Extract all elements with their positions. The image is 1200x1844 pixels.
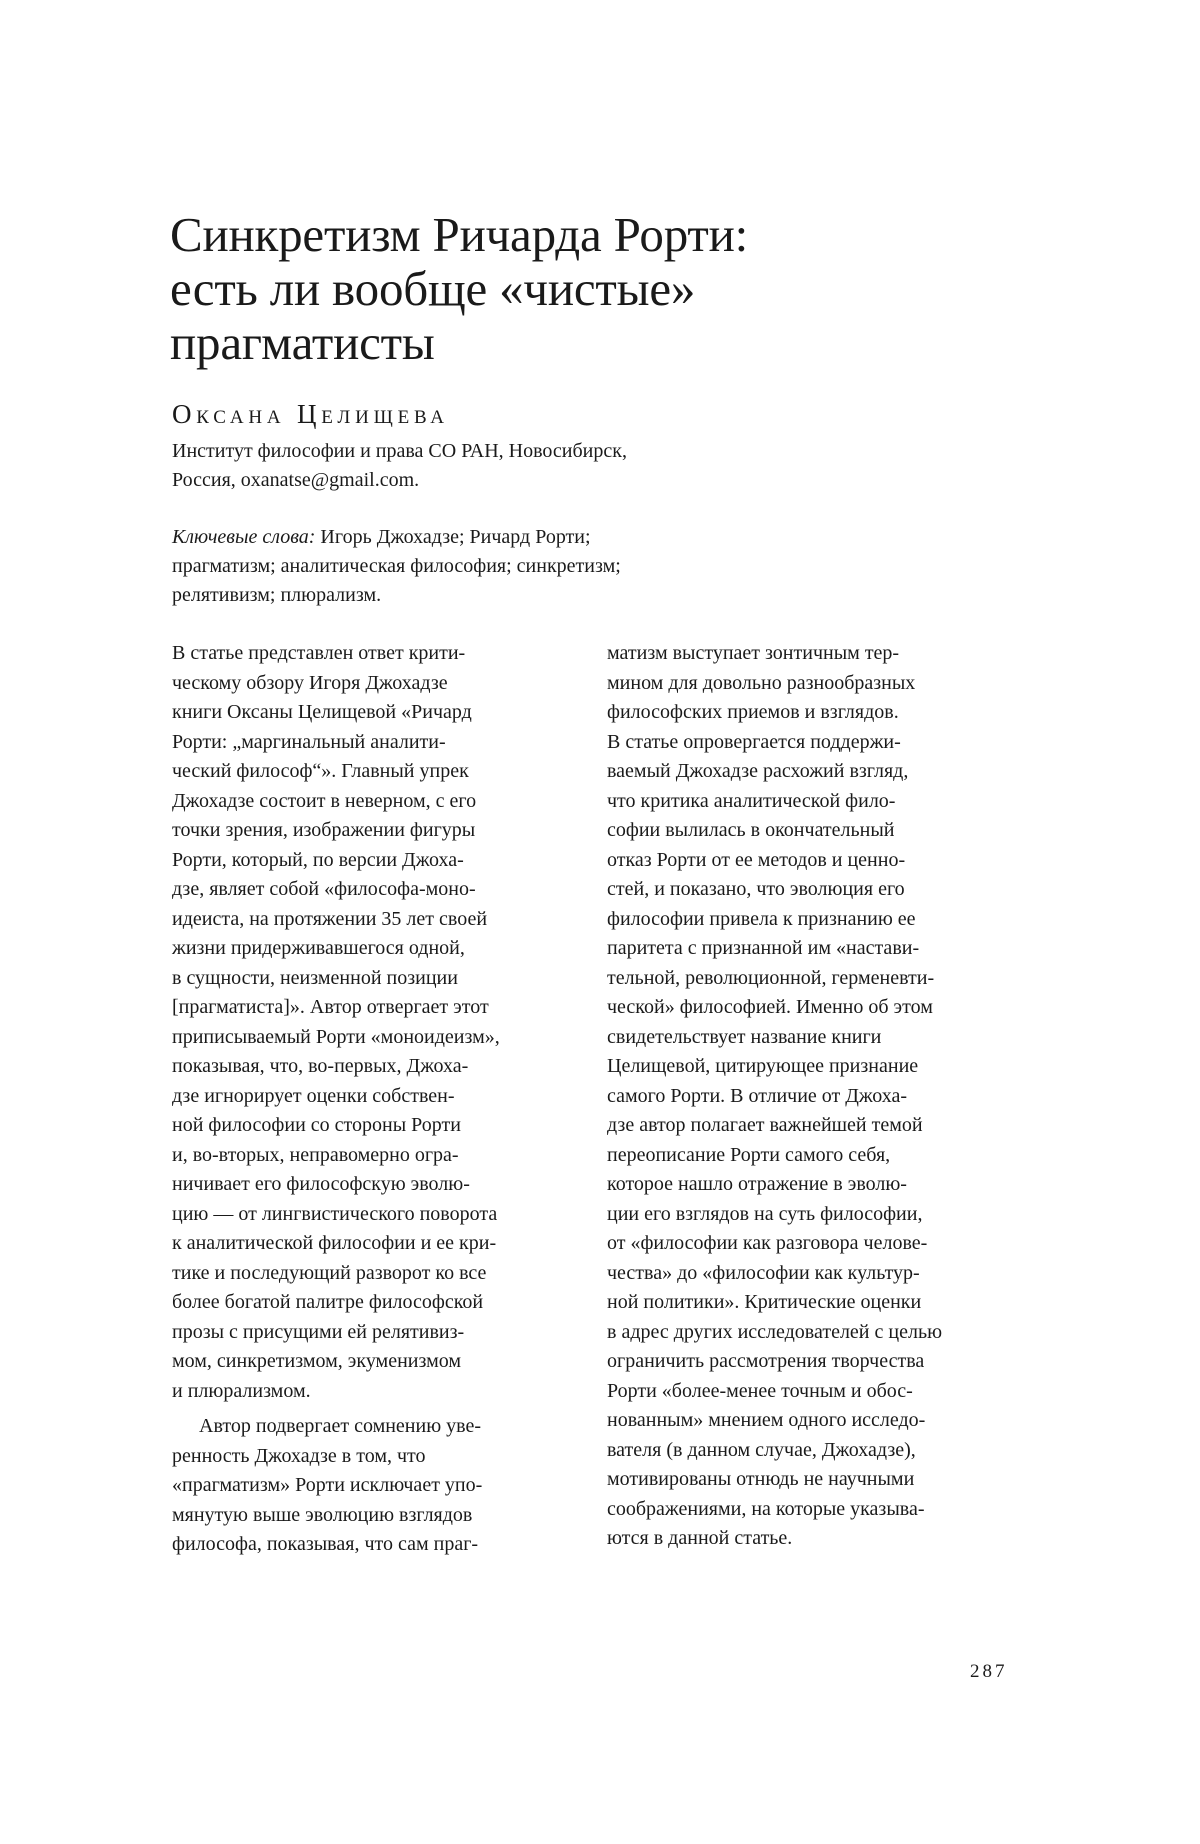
keywords-line xyxy=(172,523,832,552)
text-line: от «философии как разговора челове- xyxy=(607,1232,928,1254)
text-line: которое нашло отражение в эволю- xyxy=(607,1173,907,1195)
text-line: и плюрализмом. xyxy=(172,1379,311,1402)
text-line: и, во-вторых, неправомерно огра- xyxy=(172,1143,459,1166)
text-line: более богатой палитре философской xyxy=(172,1291,484,1313)
text-line: философа, показывая, что сам праг- xyxy=(172,1533,479,1555)
text-line: свидетельствует название книги xyxy=(607,1025,882,1048)
affiliation-line: Институт философии и права СО РАН, Новосибирск, xyxy=(172,440,627,462)
text-line: тике и последующий разворот ко все xyxy=(172,1261,487,1284)
text-line: ничивает его философскую эволю- xyxy=(172,1173,470,1195)
text-line: Целищевой, цитирующее признание xyxy=(607,1055,919,1077)
abstract-paragraph-1 xyxy=(172,639,592,1406)
text-line: отказ Рорти от ее методов и ценно- xyxy=(607,848,906,871)
text-line: В статье представлен ответ крити- xyxy=(172,642,466,664)
text-line: идеиста, на протяжении 35 лет своей xyxy=(172,907,488,930)
text-line: что критика аналитической фило- xyxy=(607,789,896,812)
keywords-line: прагматизм; аналитическая философия; синкретизм; xyxy=(172,555,621,577)
author-name: Оксана Целищева xyxy=(172,399,449,429)
affiliation-line: Россия, oxanatse@gmail.com. xyxy=(172,469,420,491)
text-line: Рорти «более-менее точным и обос- xyxy=(607,1379,913,1402)
title-line: есть ли вообще «чистые» xyxy=(170,261,696,316)
keywords-line: релятивизм; плюрализм. xyxy=(172,584,382,606)
text-line: дзе игнорирует оценки собствен- xyxy=(172,1084,455,1107)
text-line: «прагматизм» Рорти исключает упо- xyxy=(172,1474,483,1496)
text-line: дзе автор полагает важнейшей темой xyxy=(607,1114,923,1136)
text-line: ции его взглядов на суть философии, xyxy=(607,1202,923,1225)
text-line: ограничить рассмотрения творчества xyxy=(607,1350,925,1372)
text-line: ческой» философией. Именно об этом xyxy=(607,996,933,1018)
keywords-text: Игорь Джохадзе; Ричард Рорти; xyxy=(315,526,591,548)
text-line: нованным» мнением одного исследо- xyxy=(607,1409,926,1431)
text-line: ческому обзору Игоря Джохадзе xyxy=(172,671,448,694)
author-affiliation xyxy=(172,437,792,495)
abstract-column-left xyxy=(172,639,592,1560)
text-line: мином для довольно разнообразных xyxy=(607,671,916,694)
text-line: мотивированы отнюдь не научными xyxy=(607,1468,915,1490)
text-line: паритета с признанной им «настави- xyxy=(607,937,920,959)
text-line: матизм выступает зонтичным тер- xyxy=(607,642,900,664)
abstract-paragraph-2 xyxy=(172,1412,592,1560)
article-title xyxy=(170,208,890,370)
text-line: стей, и показано, что эволюция его xyxy=(607,878,905,900)
text-line: переописание Рорти самого себя, xyxy=(607,1143,891,1166)
text-line: ческий философ“». Главный упрек xyxy=(172,760,469,782)
text-line: Джохадзе состоит в неверном, с его xyxy=(172,789,477,812)
text-line: показывая, что, во-первых, Джоха- xyxy=(172,1055,469,1077)
text-line: в сущности, неизменной позиции xyxy=(172,966,458,989)
text-line: жизни придерживавшегося одной, xyxy=(172,937,465,959)
text-line: тельной, революционной, герменевти- xyxy=(607,966,935,989)
text-line: ются в данной статье. xyxy=(607,1527,793,1549)
text-line: философских приемов и взглядов. xyxy=(607,701,899,723)
text-line: прозы с присущими ей релятивиз- xyxy=(172,1320,465,1343)
text-line: точки зрения, изображении фигуры xyxy=(172,819,476,841)
text-line: Автор подвергает сомнению уве- xyxy=(199,1415,482,1437)
abstract-column-right xyxy=(607,639,1027,1554)
text-line: ваемый Джохадзе расхожий взгляд, xyxy=(607,760,909,782)
text-line: приписываемый Рорти «моноидеизм», xyxy=(172,1025,500,1048)
text-line: философии привела к признанию ее xyxy=(607,907,916,930)
text-line: вателя (в данном случае, Джохадзе), xyxy=(607,1438,916,1461)
text-line: ренность Джохадзе в том, что xyxy=(172,1444,426,1467)
title-line: Синкретизм Ричарда Рорти: xyxy=(170,207,749,262)
text-line: Рорти, который, по версии Джоха- xyxy=(172,848,464,871)
text-line: софии вылилась в окончательный xyxy=(607,819,895,841)
text-line: мом, синкретизмом, экуменизмом xyxy=(172,1350,462,1372)
text-line: мянутую выше эволюцию взглядов xyxy=(172,1503,473,1526)
text-line: В статье опровергается поддержи- xyxy=(607,730,901,753)
text-line: к аналитической философии и ее кри- xyxy=(172,1232,497,1254)
keywords-block xyxy=(172,523,832,610)
text-line: ной философии со стороны Рорти xyxy=(172,1114,461,1136)
text-line: дзе, являет собой «философа-моно- xyxy=(172,878,476,900)
text-line: книги Оксаны Целищевой «Ричард xyxy=(172,701,472,723)
text-line: соображениями, на которые указыва- xyxy=(607,1497,925,1520)
page-number: 287 xyxy=(970,1661,1008,1682)
text-line: ной политики». Критические оценки xyxy=(607,1291,922,1313)
text-line: в адрес других исследователей с целью xyxy=(607,1320,943,1343)
text-line: чества» до «философии как культур- xyxy=(607,1261,920,1284)
text-line: цию — от лингвистического поворота xyxy=(172,1202,498,1225)
keywords-label: Ключевые слова: xyxy=(172,526,316,548)
title-line: прагматисты xyxy=(170,315,435,370)
text-line: Рорти: „маргинальный аналити- xyxy=(172,730,446,753)
text-line: самого Рорти. В отличие от Джоха- xyxy=(607,1084,908,1107)
text-line: [прагматиста]». Автор отвергает этот xyxy=(172,996,489,1018)
